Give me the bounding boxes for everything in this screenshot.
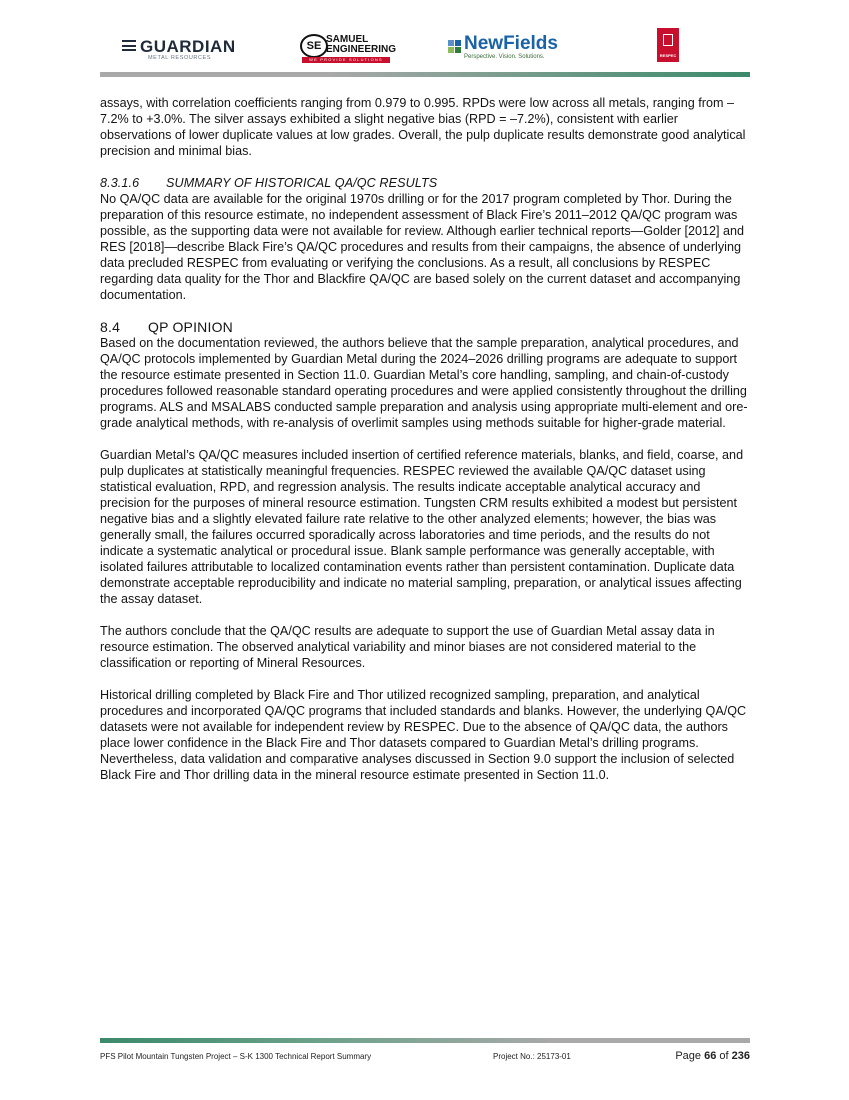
samuel-logo-line2: ENGINEERING (326, 44, 397, 55)
paragraph-qp-opinion-2: Guardian Metal’s QA/QC measures included insertion of certified reference materials, blanks, and field, coarse, and pulp duplicates at statistically meaningful frequencies. RESPEC reviewed the available QA/QC dataset using statistical evaluation, RPD, and regression analysis. The results indicate acceptable analytical accuracy and precision for the purposes of mineral resource estimation. Tungsten CRM results exhibited a modest but persistent negative bias and a slightly elevated failure rate relative to the other analyzed elements; however, the bias was generally small, the failures occurred sporadically across laboratories and time periods, and the results do not indicate a systematic analytical or procedural issue. Blank sample performance was generally acceptable, with isolated failures attributable to localized contamination events rather than persistent contamination. Duplicate data demonstrate acceptable reproducibility and indicate no material sampling, preparation, or analytical issues affecting the assay dataset. (100, 448, 744, 606)
samuel-logo-line1: SAMUEL (326, 34, 369, 45)
footer-page-number (675, 1049, 750, 1063)
section-number: 8.4 (100, 319, 121, 335)
page-header (100, 28, 750, 68)
paragraph-qp-opinion-1: Based on the documentation reviewed, the authors believe that the sample preparation, analytical procedures, and QA/QC protocols implemented by Guardian Metal during the 2024–2026 drilling programs are adequate to support the resource estimate presented in Section 11.0. Guardian Metal’s core handling, sampling, and chain-of-custody procedures followed reasonable standard operating procedures and were applied consistently throughout the drilling programs. ALS and MSALABS conducted sample preparation and analysis using appropriate multi-element and ore-grade analytical methods, with re-analysis of overlimit samples using methods suitable for higher-grade material. (100, 336, 748, 430)
paragraph-qp-opinion-3: The authors conclude that the QA/QC results are adequate to support the use of Guardian Metal assay data in resource estimation. The observed analytical variability and minor biases are not considered material to the classification or reporting of Mineral Resources. (100, 624, 715, 670)
section-heading-8-3-1-6 (100, 175, 750, 191)
paragraph-historical-qaqc: No QA/QC data are available for the original 1970s drilling or for the 2017 program completed by Thor. During the preparation of this resource estimate, no independent assessment of Black Fire’s 2011–2012 QA/QC program was possible, as the supporting data were not available for review. Although earlier technical reports—Golder [2012] and RES [2018]—describe Black Fire’s QA/QC procedures and results from their campaigns, the absence of underlying data precluded RESPEC from evaluating or verifying the conclusions. As a result, all conclusions by RESPEC regarding data quality for the Thor and Blackfire QA/QC are based solely on the current dataset and accompanying documentation. (100, 192, 745, 302)
newfields-squares-icon (448, 40, 462, 54)
page-of: of (719, 1050, 729, 1062)
section-heading-8-4 (100, 319, 750, 335)
header-rule (100, 72, 750, 77)
page-current: 66 (704, 1050, 717, 1062)
samuel-logo-tagline: WE PROVIDE SOLUTIONS (302, 57, 390, 63)
newfields-logo-name: NewFields (464, 33, 558, 54)
paragraph-qp-opinion-4: Historical drilling completed by Black Fire and Thor utilized recognized sampling, preparation, and analytical procedures and incorporated QA/QC programs that included standards and blanks. However, the underlying QA/QC datasets were not available for independent review by RESPEC. Due to the absence of QA/QC data, the authors place lower confidence in the Black Fire and Thor datasets compared to Guardian Metal’s drilling programs. Nevertheless, data validation and comparative analyses discussed in Section 9.0 support the inclusion of selected Black Fire and Thor drilling data in the mineral resource estimate presented in Section 11.0. (100, 688, 747, 782)
guardian-logo-sub: METAL RESOURCES (148, 55, 212, 61)
guardian-logo (122, 38, 236, 62)
section-number: 8.3.1.6 (100, 176, 140, 190)
section-title: QP OPINION (148, 319, 233, 335)
footer-project-number: Project No.: 25173-01 (493, 1052, 571, 1061)
respec-logo (657, 28, 679, 62)
page-footer (100, 1050, 750, 1064)
page-total: 236 (731, 1050, 750, 1062)
guardian-logo-name: GUARDIAN (140, 37, 236, 56)
footer-rule (100, 1038, 750, 1043)
section-title: SUMMARY OF HISTORICAL QA/QC RESULTS (166, 176, 438, 190)
samuel-logo-name (326, 35, 396, 55)
newfields-logo-tagline: Perspective. Vision. Solutions. (464, 54, 545, 60)
footer-report-title: PFS Pilot Mountain Tungsten Project – S-K 1300 Technical Report Summary (100, 1052, 372, 1061)
guardian-mark-icon (122, 40, 136, 51)
paragraph-pulp-duplicates: assays, with correlation coefficients ranging from 0.979 to 0.995. RPDs were low across all metals, ranging from –7.2% to +3.0%. The silver assays exhibited a slight negative bias (RPD = –7.2%), consistent with earlier observations of lower duplicate values at low grades. Overall, the pulp duplicate results demonstrate good analytical precision and minimal bias. (100, 96, 746, 158)
samuel-mark: SE (300, 34, 328, 58)
page-word: Page (675, 1050, 702, 1062)
respec-mark-icon (663, 34, 673, 46)
respec-logo-name: RESPEC (659, 53, 677, 58)
document-body (100, 95, 750, 783)
